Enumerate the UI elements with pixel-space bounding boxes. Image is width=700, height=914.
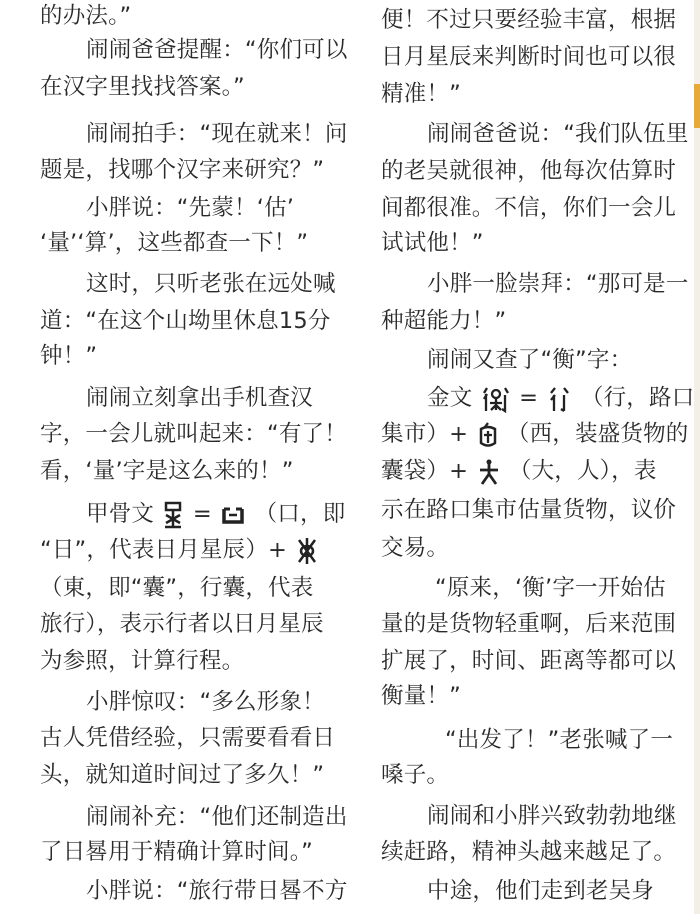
text-line: 中途，他们走到老吴身 xyxy=(427,878,655,904)
bronze-xi-icon xyxy=(478,421,498,449)
text-line: 的办法。” xyxy=(40,3,132,29)
text-line: 字，一会儿就叫起来：“有了！ xyxy=(40,421,347,447)
text-line: 闹闹又查了“衡”字： xyxy=(427,347,633,373)
text-line-with-glyphs xyxy=(40,534,320,566)
text-line: 衡量！” xyxy=(381,683,461,709)
text-line: 的老吴就很神，他每次估算时 xyxy=(381,158,677,184)
text-line: 日月星辰来判断时间也可以很 xyxy=(381,44,677,70)
text-line-with-glyphs xyxy=(381,418,688,450)
text-line: 量的是货物轻重啊，后来范围 xyxy=(381,611,677,637)
text-fragment: 甲骨文 xyxy=(86,501,155,527)
text-line: 闹闹补充：“他们还制造出 xyxy=(86,804,348,830)
text-line: 钟！” xyxy=(40,343,98,369)
text-line: 种超能力！” xyxy=(381,308,507,334)
text-line: 小胖惊叹：“多么形象！ xyxy=(86,689,325,715)
text-fragment: 囊袋）+ xyxy=(381,458,469,484)
text-fragment: （口，即 xyxy=(254,501,346,527)
text-line: 闹闹和小胖兴致勃勃地继 xyxy=(427,803,677,829)
page-edge-tab xyxy=(694,84,700,128)
text-fragment: = xyxy=(192,501,212,527)
page-edge-strip xyxy=(694,0,700,914)
text-line: 嗓子。 xyxy=(381,762,450,788)
bronze-xing-icon xyxy=(548,385,572,413)
text-line: 为参照，计算行程。 xyxy=(40,648,245,674)
text-line: 小胖说：“先蒙！‘估’ xyxy=(86,195,295,221)
text-line: 这时，只听老张在远处喊 xyxy=(86,271,336,297)
text-line: 闹闹爸爸提醒：“你们可以 xyxy=(86,37,348,63)
bronze-da-icon xyxy=(478,458,500,486)
text-line: （東，即“囊”，行囊，代表 xyxy=(40,575,314,601)
text-line-with-glyphs xyxy=(427,382,694,414)
text-line: 看，‘量’字是这么来的！” xyxy=(40,458,294,484)
text-line: 闹闹立刻拿出手机查汉 xyxy=(86,385,314,411)
text-line: 旅行），表示行者以日月星辰 xyxy=(40,611,324,637)
bronze-heng-icon xyxy=(482,385,510,413)
text-fragment: 金文 xyxy=(427,385,473,411)
text-line: 小胖一脸崇拜：“那可是一 xyxy=(427,271,689,297)
text-fragment: “日”，代表日月星辰）+ xyxy=(40,537,288,563)
oracle-kou-icon xyxy=(221,504,245,526)
text-fragment: 集市）+ xyxy=(381,421,469,447)
text-line: 古人凭借经验，只需要看看日 xyxy=(40,725,336,751)
text-line: 题是，找哪个汉字来研究？” xyxy=(40,157,325,183)
text-line: 续赶路，精神头越来越足了。 xyxy=(381,839,677,865)
text-line-with-glyphs xyxy=(86,498,345,530)
text-line: “原来，‘衡’字一开始估 xyxy=(435,575,666,601)
text-line: 闹闹爸爸说：“我们队伍里 xyxy=(427,121,689,147)
text-fragment: （西，装盛货物的 xyxy=(506,421,689,447)
text-line: 便！不过只要经验丰富，根据 xyxy=(381,7,677,33)
text-line: 试试他！” xyxy=(381,230,484,256)
oracle-dong-icon xyxy=(296,537,318,565)
text-line-with-glyphs xyxy=(381,455,657,487)
text-line: 示在路口集市估量货物，议价 xyxy=(381,497,677,523)
text-line: ‘量’‘算’，这些都查一下！” xyxy=(40,230,309,256)
text-fragment: （行，路口 xyxy=(580,385,695,411)
text-line: 头，就知道时间过了多久！” xyxy=(40,762,325,788)
text-fragment: = xyxy=(519,385,539,411)
text-line: 在汉字里找找答案。” xyxy=(40,74,245,100)
text-fragment: （大，人），表 xyxy=(508,458,657,484)
text-line: 精准！” xyxy=(381,81,461,107)
text-line: 道：“在这个山坳里休息15分 xyxy=(40,308,331,334)
text-line: 闹闹拍手：“现在就来！问 xyxy=(86,121,348,147)
oracle-liang-icon xyxy=(163,501,183,529)
text-line: 了日晷用于精确计算时间。” xyxy=(40,839,314,865)
text-line: 扩展了，时间、距离等都可以 xyxy=(381,648,677,674)
text-line: 交易。 xyxy=(381,535,450,561)
text-line: 小胖说：“旅行带日晷不方 xyxy=(86,878,348,904)
text-line: 间都很准。不信，你们一会儿 xyxy=(381,195,677,221)
text-line: “出发了！”老张喊了一 xyxy=(445,727,674,753)
